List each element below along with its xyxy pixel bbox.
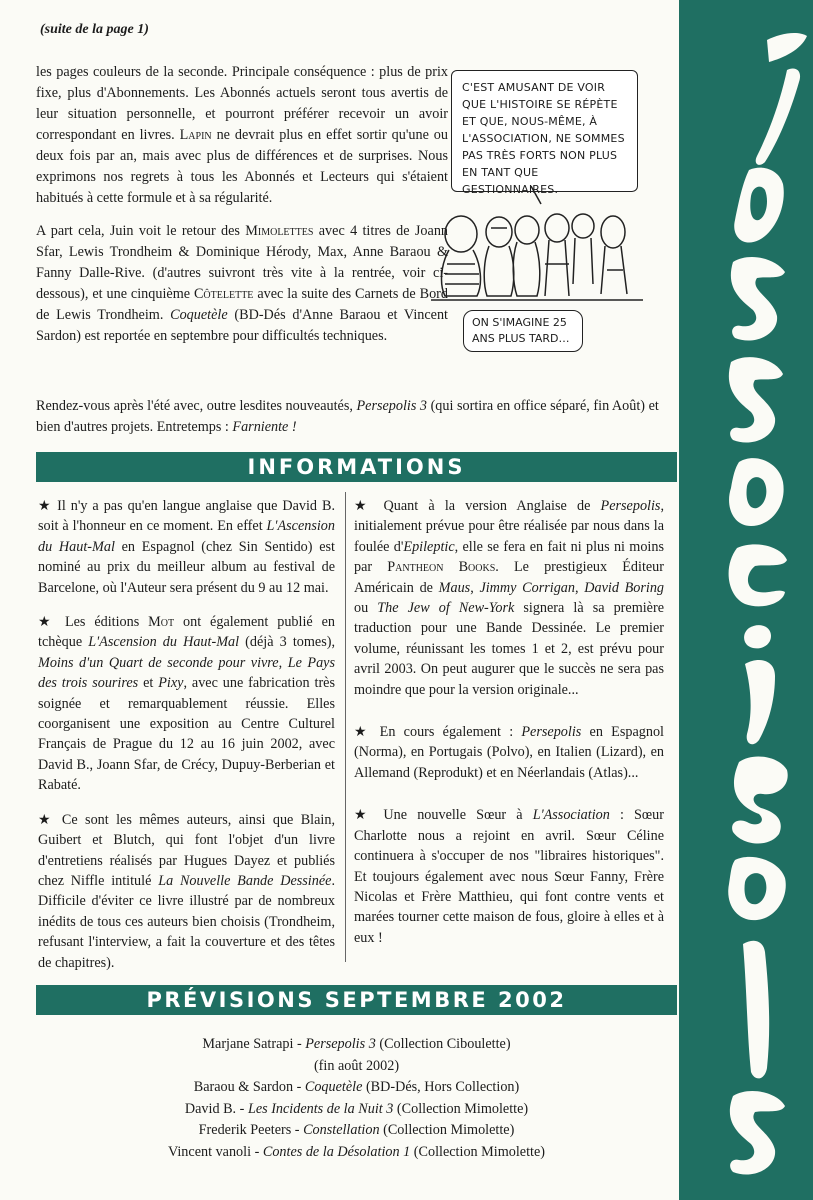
caption-bubble-text: ON S'IMAGINE 25 ANS PLUS TARD…	[472, 316, 570, 345]
forecast-item: Vincent vanoli - Contes de la Désolation 1 (Collection Mimolette)	[167, 1143, 546, 1160]
intro-narrow-block	[36, 62, 448, 347]
forecast-item: Baraou & Sardon - Coquetèle (BD-Dés, Hors Collection)	[193, 1079, 520, 1096]
informations-header	[36, 452, 677, 482]
previsions-title: PRÉVISIONS SEPTEMBRE 2002	[146, 988, 567, 1012]
speech-bubble-text: C'EST AMUSANT DE VOIR QUE L'HISTOIRE SE RÉPÈTE ET QUE, NOUS-MÊME, À L'ASSOCIATION, NE SOMMES PAS TRÈS FORTS NON PLUS EN TANT QUE GESTIONNAIRES.	[462, 81, 625, 196]
info-item: ★ Quant à la version Anglaise de Persepolis, initialement prévue pour être réalisée par nous dans la foulée d'Epileptic, elle se fera en fait ni plus ni moins par Pantheon Books. Le prestigieux Éditeur Américain de Maus, Jimmy Corrigan, David Boring ou The Jew of New-York signera là sa première traduction pour une Bande Dessinée. Le premier volume, réunissant les tomes 1 et 2, est prévu pour avril 2003. On peut augurer que le succès ne sera pas moindre que pour la version originale...	[354, 498, 665, 698]
intro-paragraph-2: A part cela, Juin voit le retour des Mimolettes avec 4 titres de Joann Sfar, Lewis Trondheim & Dominique Hérody, Max, Anne Baraou & Fanny Dalle-Rive. (d'autres suivront très vite à la rentrée, voir ci-dessous), et une cinquième Côtelette avec la suite des Carnets de Bord de Lewis Trondheim. Coquetèle (BD-Dés d'Anne Baraou et Vincent Sardon) est reportée en septembre pour difficultés techniques.	[36, 223, 449, 344]
intro-paragraph-1: les pages couleurs de la seconde. Principale conséquence : plus de prix fixe, plus d'Abonnements. Les Abonnés actuels seront tous avertis de leur situation personnelle, et pourront préférer recevoir un avoir correspondant en livres. Lapin ne devrait plus en effet sortir qu'une ou deux fois par an, mais avec plus de différences et de surprises. Nous exprimons nos regrets à tous les Abonnés et Lecteurs qui s'étaient habitués à cette formule et à sa régularité.	[36, 64, 448, 206]
info-item: ★ En cours également : Persepolis en Espagnol (Norma), en Portugais (Polvo), en Italien (Lizard), en Allemand (Reprodukt) et en Néerlandais (Atlas)...	[354, 724, 664, 781]
info-item: ★ Ce sont les mêmes auteurs, ainsi que Blain, Guibert et Blutch, qui font l'objet d'un livre d'entretiens réalisés par Hugues Dayez et publiés chez Niffle intitulé La Nouvelle Bande Dessinée. Difficile d'éviter ce livre illustré par de nombreux inédits de tous ces auteurs bien choisis (Trondheim, refusant l'interview, a fait la couverture et des têtes de chapitres).	[38, 811, 335, 971]
previsions-list	[36, 1034, 677, 1164]
column-divider	[345, 492, 346, 962]
informations-left-column	[38, 496, 335, 987]
previsions-header	[36, 985, 677, 1015]
brand-band	[679, 0, 813, 1200]
forecast-item: (fin août 2002)	[313, 1057, 400, 1074]
forecast-item: David B. - Les Incidents de la Nuit 3 (Collection Mimolette)	[184, 1100, 529, 1117]
info-item: ★ Les éditions Mot ont également publié en tchèque L'Ascension du Haut-Mal (déjà 3 tomes), Moins d'un Quart de seconde pour vivre, Le Pays des trois sourires et Pixy, avec une fabrication très soignée et remarquablement réussie. Elles coorganisent une exposition au Centre Culturel Français de Prague du 12 au 16 juin 2002, avec David B., Joann Sfar, de Crécy, Dupuy-Berberian et Rabaté.	[38, 614, 336, 794]
association-logo-lettering	[679, 0, 813, 1200]
informations-right-column	[354, 496, 664, 962]
info-item: ★ Une nouvelle Sœur à L'Association : Sœur Charlotte nous a rejoint en avril. Sœur Céline continuera à s'occuper de nos "libraires historiques". Et toujours également avec nous Sœur Fanny, Frère Nicolas et Frère Matthieu, qui font contre vents et marées tourner cette maison de fous, gloire à elles et à eux !	[354, 807, 664, 946]
caption-bubble	[463, 310, 583, 352]
forecast-item: Frederik Peeters - Constellation (Collection Mimolette)	[198, 1122, 515, 1139]
info-item: ★ Il n'y a pas qu'en langue anglaise que David B. soit à l'honneur en ce moment. En effet L'Ascension du Haut-Mal en Espagnol (chez Sin Sentido) est nominé au prix du meilleur album au festival de Barcelone, où l'Auteur sera présent du 9 au 12 mai.	[38, 498, 335, 596]
closing-paragraph: Rendez-vous après l'été avec, outre lesdites nouveautés, Persepolis 3 (qui sortira en office séparé, fin Août) et bien d'autres projets. Entretemps : Farniente !	[36, 398, 659, 435]
speech-bubble	[451, 70, 638, 196]
forecast-item: Marjane Satrapi - Persepolis 3 (Collection Ciboulette)	[202, 1036, 511, 1052]
cartoon-illustration	[421, 66, 653, 366]
informations-title: INFORMATIONS	[247, 455, 466, 479]
cartoon-characters	[421, 184, 653, 314]
continued-note: (suite de la page 1)	[40, 22, 149, 37]
